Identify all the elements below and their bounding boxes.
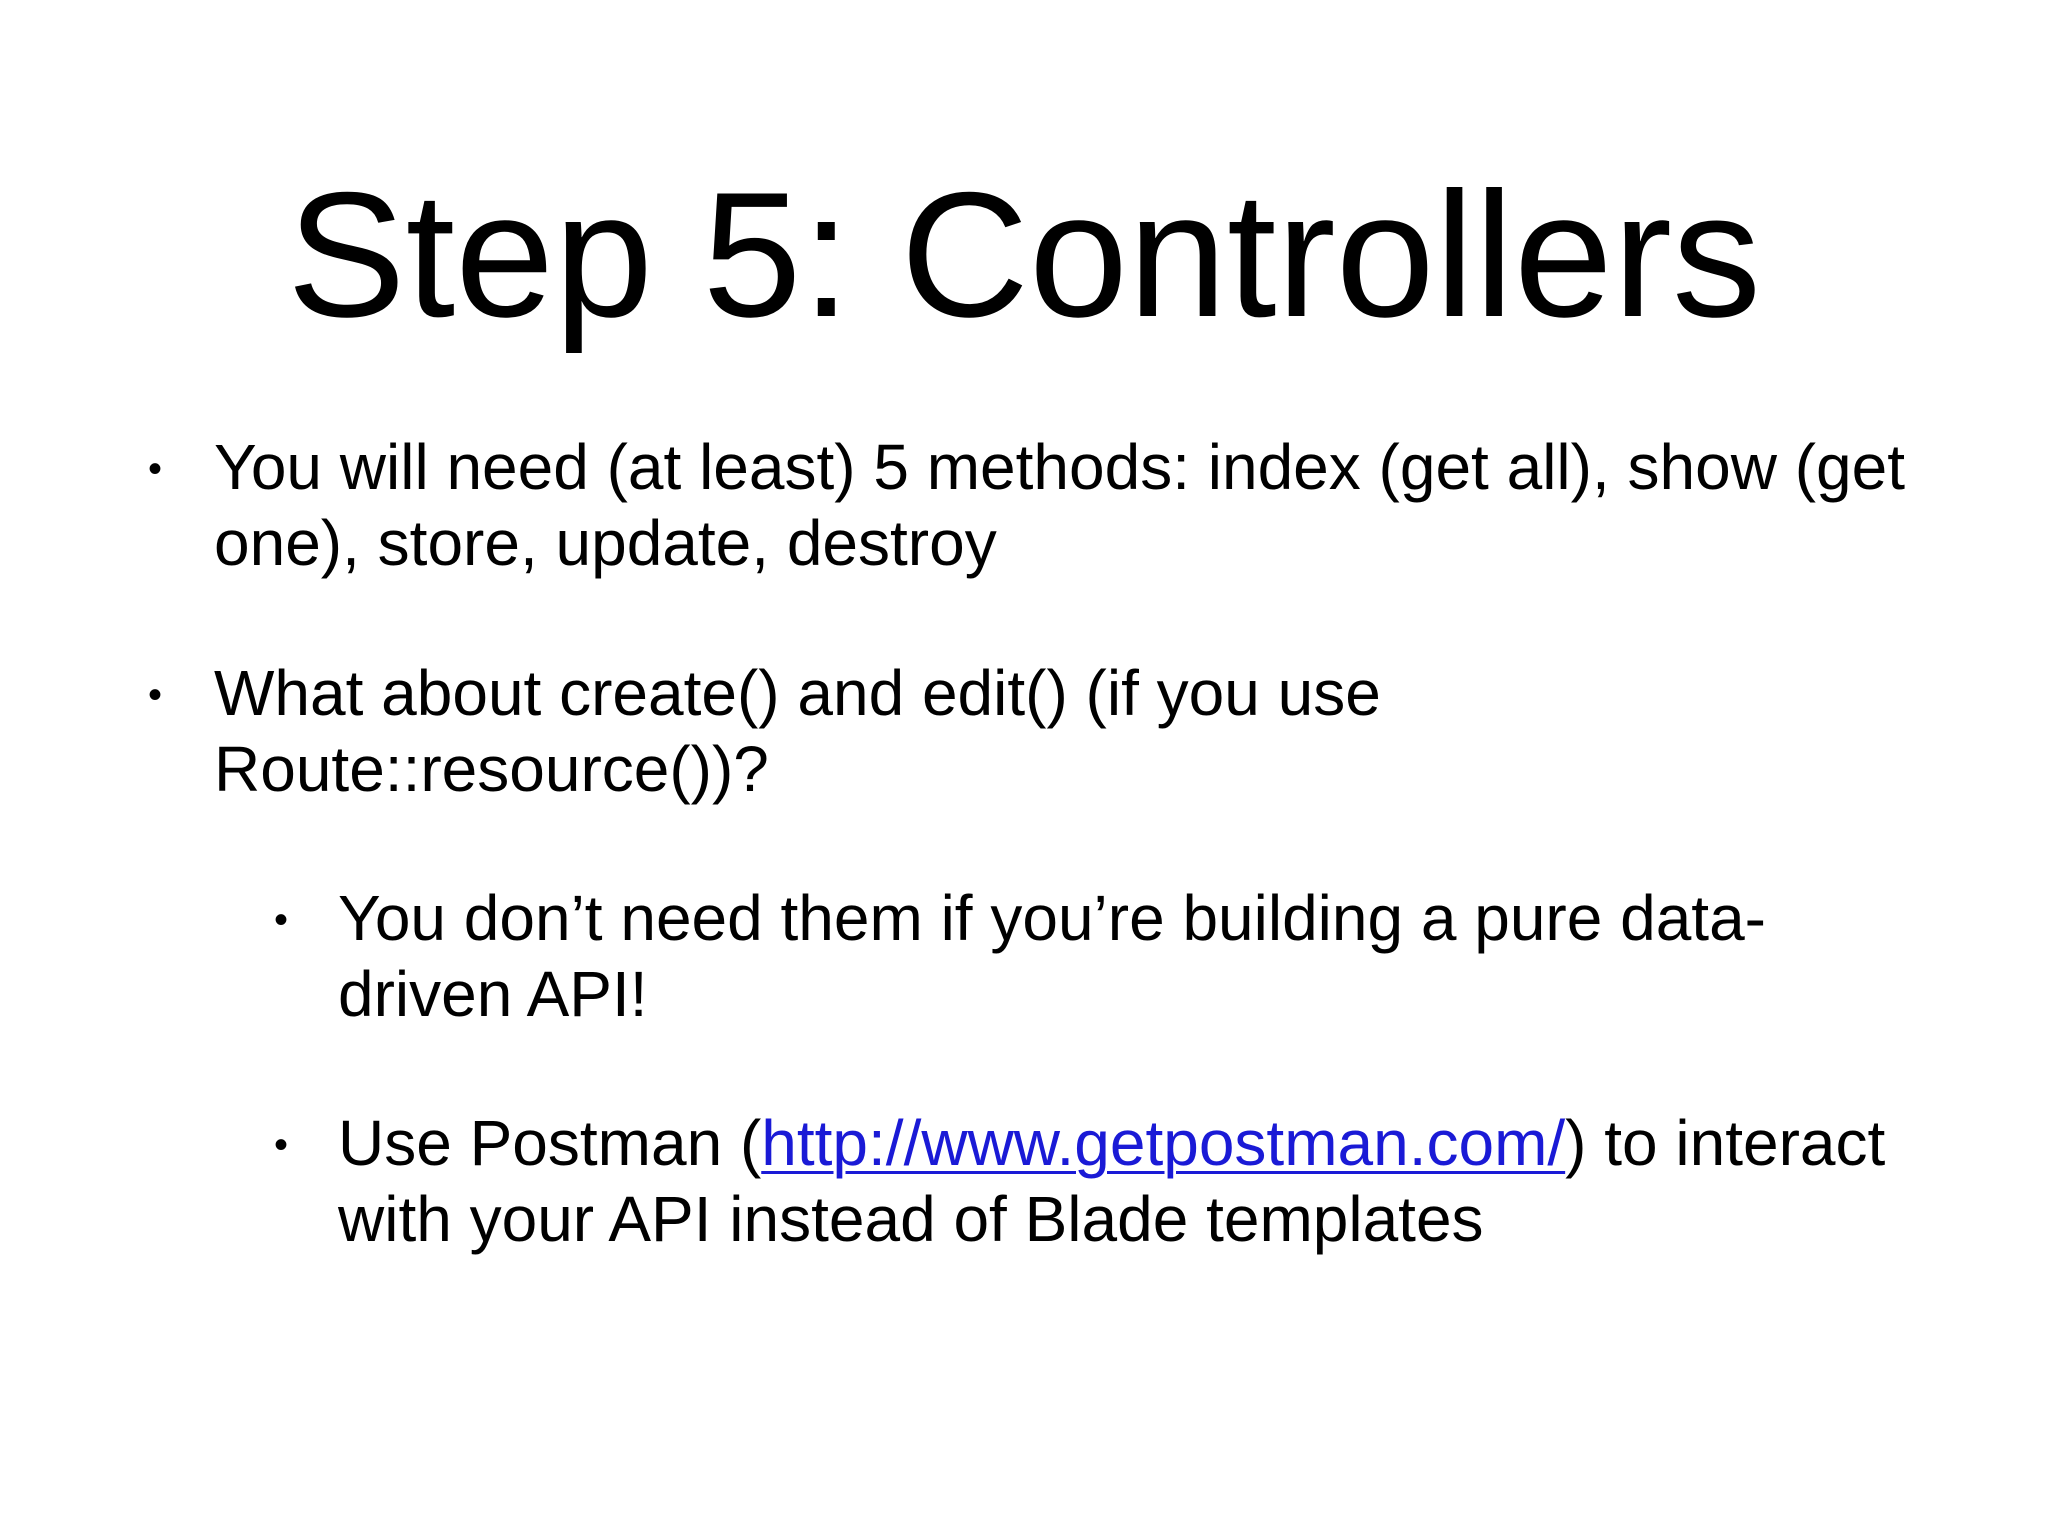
bullet-line: driven API! — [338, 958, 648, 1030]
bullet-line: You don’t need them if you’re building a pure data- — [338, 882, 1766, 954]
bullet-icon: • — [148, 447, 163, 491]
bullet-line: Route::resource())? — [214, 733, 769, 805]
bullet-line: You will need (at least) 5 methods: index (get all), show (get — [214, 431, 1905, 503]
bullet-icon: • — [274, 1123, 289, 1167]
bullet-line: What about create() and edit() (if you use — [214, 657, 1381, 729]
bullet-line: with your API instead of Blade templates — [338, 1183, 1484, 1255]
bullet-text — [338, 880, 1898, 1032]
postman-link[interactable]: http://www.getpostman.com/ — [761, 1107, 1566, 1179]
bullet-icon: • — [274, 898, 289, 942]
bullet-text — [214, 655, 1954, 807]
bullet-text-after-link: ) to interact — [1565, 1107, 1886, 1179]
bullet-line: one), store, update, destroy — [214, 507, 997, 579]
bullet-text — [214, 429, 1954, 581]
bullet-text — [338, 1105, 1898, 1257]
bullet-icon: • — [148, 673, 163, 717]
slide-title: Step 5: Controllers — [286, 155, 1762, 354]
bullet-line — [338, 1105, 1898, 1181]
bullet-text-before-link: Use Postman ( — [338, 1107, 762, 1179]
